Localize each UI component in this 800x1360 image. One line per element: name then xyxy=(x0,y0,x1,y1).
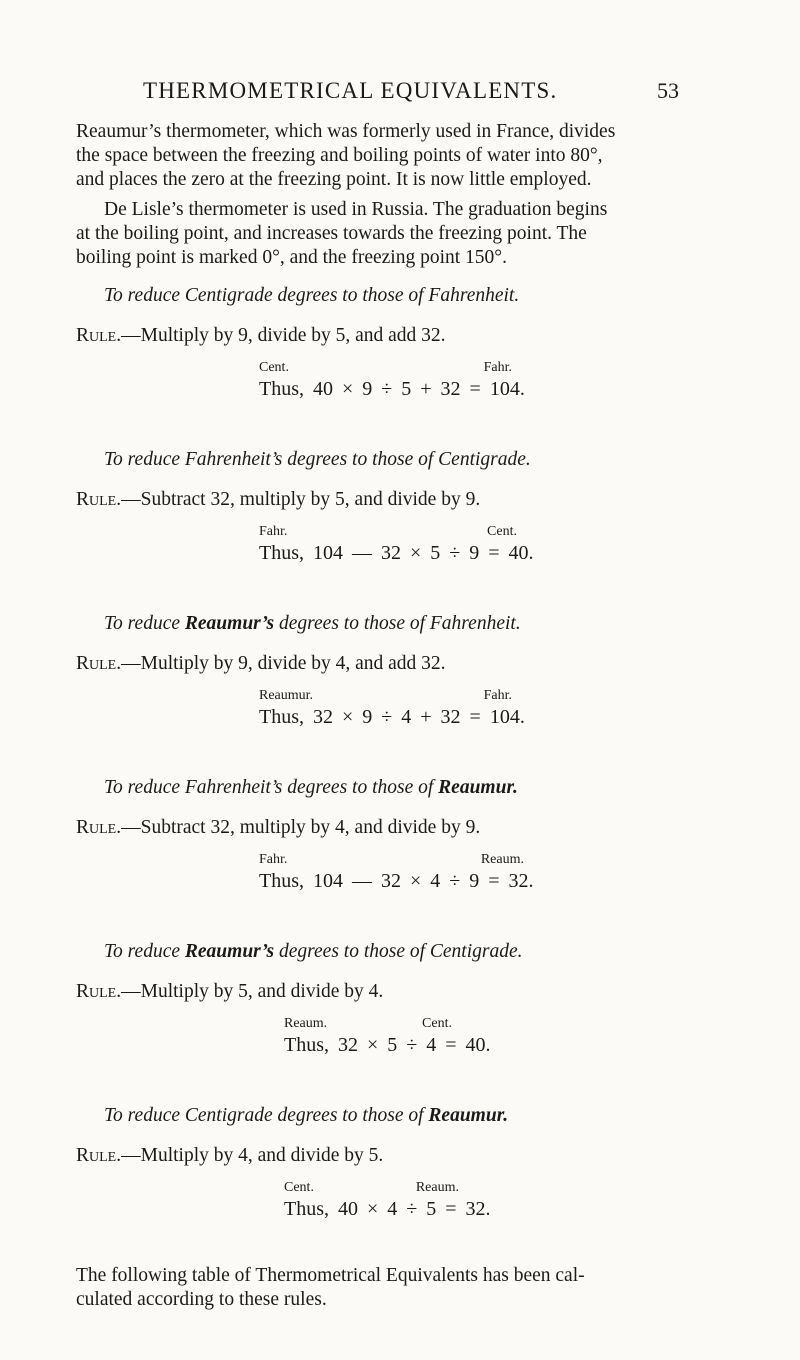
rule-text: Rule.—Multiply by 5, and divide by 4. xyxy=(76,981,384,1002)
unit-from: Cent. xyxy=(284,1180,314,1195)
example-calculation xyxy=(259,360,659,401)
section-heading: To reduce Centigrade degrees to those of Fahrenheit. xyxy=(104,285,520,306)
equation: Thus, 104 — 32 × 4 ÷ 9 = 32. xyxy=(259,870,534,892)
rule-text: Rule.—Multiply by 4, and divide by 5. xyxy=(76,1145,384,1166)
unit-to: Reaum. xyxy=(415,1180,459,1195)
text-line: at the boiling point, and increases towards the freezing point. The xyxy=(76,223,587,244)
text-line: and places the zero at the freezing point. It is now little employed. xyxy=(76,169,592,190)
rule-label: Rule xyxy=(76,489,117,510)
example-calculation xyxy=(284,1180,684,1221)
running-title: THERMOMETRICAL EQUIVALENTS. xyxy=(143,78,558,103)
paragraph-delisle xyxy=(76,198,726,270)
text-line: the space between the freezing and boiling points of water into 80°, xyxy=(76,145,603,166)
example-calculation xyxy=(284,1016,684,1057)
rule-label: Rule xyxy=(76,817,117,838)
unit-from: Reaum. xyxy=(284,1016,328,1031)
rule-label: Rule xyxy=(76,1145,117,1166)
unit-to: Fahr. xyxy=(483,360,512,375)
equation: Thus, 104 — 32 × 5 ÷ 9 = 40. xyxy=(259,542,534,564)
unit-from: Reaumur. xyxy=(259,688,314,703)
example-calculation xyxy=(259,524,659,565)
rule-text: Rule.—Subtract 32, multiply by 5, and divide by 9. xyxy=(76,489,481,510)
rule-label: Rule xyxy=(76,325,117,346)
rule-label: Rule xyxy=(76,653,117,674)
paragraph-closing xyxy=(76,1264,726,1312)
rule-text: Rule.—Multiply by 9, divide by 4, and add 32. xyxy=(76,653,446,674)
text-line: The following table of Thermometrical Equivalents has been cal- xyxy=(76,1265,585,1286)
example-calculation xyxy=(259,852,659,893)
text-line: De Lisle’s thermometer is used in Russia. The graduation begins xyxy=(104,199,608,220)
equation: Thus, 32 × 9 ÷ 4 + 32 = 104. xyxy=(259,706,525,728)
paragraph-reaumur xyxy=(76,120,726,192)
rule-label: Rule xyxy=(76,981,117,1002)
text-line: boiling point is marked 0°, and the freezing point 150°. xyxy=(76,247,507,268)
page-number: 53 xyxy=(657,78,679,103)
unit-to: Reaum. xyxy=(480,852,524,867)
text-line: culated according to these rules. xyxy=(76,1289,327,1310)
equation: Thus, 32 × 5 ÷ 4 = 40. xyxy=(284,1034,491,1056)
unit-from: Fahr. xyxy=(259,524,288,539)
unit-to: Cent. xyxy=(422,1016,452,1031)
rule-text: Rule.—Subtract 32, multiply by 4, and divide by 9. xyxy=(76,817,481,838)
section-heading: To reduce Fahrenheit’s degrees to those of Centigrade. xyxy=(104,449,531,470)
rule-text: Rule.—Multiply by 9, divide by 5, and add 32. xyxy=(76,325,446,346)
section-heading: To reduce Reaumur’s degrees to those of Fahrenheit. xyxy=(104,613,521,634)
unit-from: Cent. xyxy=(259,360,289,375)
page-header xyxy=(0,78,800,108)
unit-to: Cent. xyxy=(487,524,517,539)
section-heading: To reduce Fahrenheit’s degrees to those of Reaumur. xyxy=(104,777,518,798)
text-line: Reaumur’s thermometer, which was formerly used in France, divides xyxy=(76,121,616,142)
unit-to: Fahr. xyxy=(483,688,512,703)
unit-from: Fahr. xyxy=(259,852,288,867)
equation: Thus, 40 × 9 ÷ 5 + 32 = 104. xyxy=(259,378,525,400)
section-heading: To reduce Reaumur’s degrees to those of Centigrade. xyxy=(104,941,523,962)
section-heading: To reduce Centigrade degrees to those of Reaumur. xyxy=(104,1105,509,1126)
example-calculation xyxy=(259,688,659,729)
equation: Thus, 40 × 4 ÷ 5 = 32. xyxy=(284,1198,491,1220)
